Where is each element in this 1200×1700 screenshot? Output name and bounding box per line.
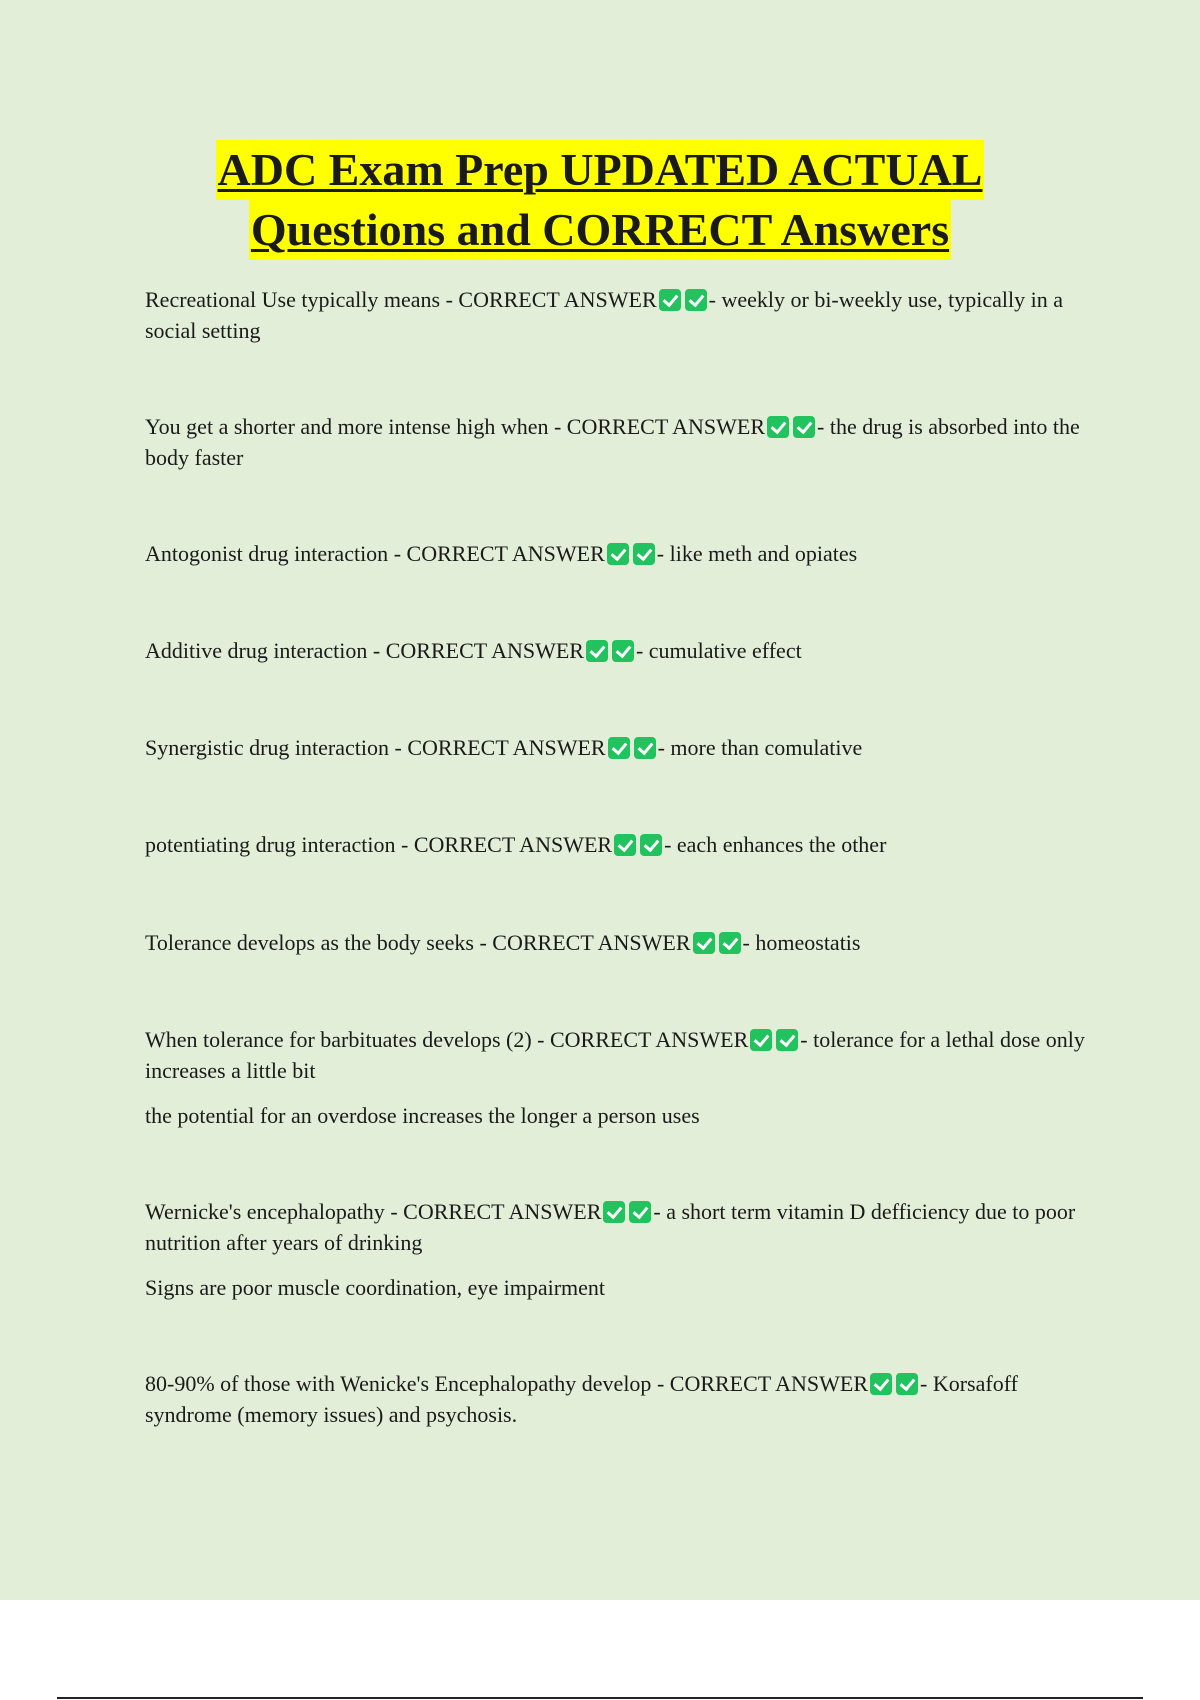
- check-box-icon: [767, 416, 789, 438]
- correct-answer-marker: CORRECT ANSWER: [458, 287, 657, 312]
- qa-item: [145, 411, 1095, 473]
- qa-text: potentiating drug interaction - CORRECT ANSWER - each enhances the other: [145, 832, 887, 857]
- correct-answer-marker: CORRECT ANSWER: [406, 541, 605, 566]
- check-box-icon: [750, 1029, 772, 1051]
- qa-item: [145, 635, 1095, 666]
- qa-list: [145, 284, 1095, 1430]
- check-box-icon: [640, 834, 662, 856]
- answer-text: cumulative effect: [648, 638, 802, 663]
- qa-text: Tolerance develops as the body seeks - CORRECT ANSWER - homeostatis: [145, 930, 861, 955]
- question-text: 80-90% of those with Wenicke's Encephalopathy develop: [145, 1371, 652, 1396]
- qa-item: [145, 284, 1095, 346]
- qa-text: Wernicke's encephalopathy - CORRECT ANSWER - a short term vitamin D defficiency due to poor nutrition after years of drinking: [145, 1199, 1076, 1255]
- title-line-1: ADC Exam Prep UPDATED ACTUAL: [216, 140, 985, 200]
- check-box-icon: [634, 737, 656, 759]
- question-text: potentiating drug interaction: [145, 832, 396, 857]
- qa-item: [145, 1024, 1095, 1131]
- title-line-2: Questions and CORRECT Answers: [249, 200, 951, 260]
- correct-answer-marker: CORRECT ANSWER: [566, 414, 766, 439]
- answer-text: more than comulative: [670, 735, 863, 760]
- check-box-icon: [614, 834, 636, 856]
- check-box-icon: [629, 1201, 651, 1223]
- question-text: Antogonist drug interaction: [145, 541, 389, 566]
- answer-text: homeostatis: [755, 930, 861, 955]
- answer-extra-text: Signs are poor muscle coordination, eye impairment: [145, 1275, 606, 1300]
- qa-text: When tolerance for barbituates develops (2) - CORRECT ANSWER - tolerance for a lethal dose only increases a little bit: [145, 1027, 1085, 1083]
- qa-item: [145, 1196, 1095, 1303]
- check-box-icon: [776, 1029, 798, 1051]
- qa-item: [145, 732, 1095, 763]
- check-box-icon: [633, 543, 655, 565]
- check-box-icon: [603, 1201, 625, 1223]
- qa-item: [145, 927, 1095, 958]
- correct-answer-marker: CORRECT ANSWER: [550, 1027, 749, 1052]
- correct-answer-marker: CORRECT ANSWER: [385, 638, 584, 663]
- check-box-icon: [896, 1373, 918, 1395]
- qa-text: Additive drug interaction - CORRECT ANSWER - cumulative effect: [145, 638, 802, 663]
- qa-text: Antogonist drug interaction - CORRECT ANSWER - like meth and opiates: [145, 541, 858, 566]
- question-text: When tolerance for barbituates develops (2): [145, 1027, 532, 1052]
- check-box-icon: [586, 640, 608, 662]
- check-box-icon: [612, 640, 634, 662]
- qa-item: [145, 829, 1095, 860]
- question-text: Wernicke's encephalopathy: [145, 1199, 385, 1224]
- question-text: Tolerance develops as the body seeks: [145, 930, 474, 955]
- check-box-icon: [719, 932, 741, 954]
- question-text: Additive drug interaction: [145, 638, 368, 663]
- correct-answer-marker: CORRECT ANSWER: [407, 735, 606, 760]
- footer-divider: [57, 1697, 1143, 1699]
- answer-text: each enhances the other: [676, 832, 887, 857]
- qa-item: [145, 1368, 1095, 1430]
- answer-text: like meth and opiates: [669, 541, 858, 566]
- correct-answer-marker: CORRECT ANSWER: [492, 930, 691, 955]
- check-box-icon: [607, 543, 629, 565]
- question-text: Synergistic drug interaction: [145, 735, 389, 760]
- check-box-icon: [685, 289, 707, 311]
- check-box-icon: [870, 1373, 892, 1395]
- qa-text: You get a shorter and more intense high when - CORRECT ANSWER - the drug is absorbed into the body faster: [145, 414, 1080, 470]
- qa-item: [145, 538, 1095, 569]
- correct-answer-marker: CORRECT ANSWER: [669, 1371, 869, 1396]
- answer-extra-text: the potential for an overdose increases the longer a person uses: [145, 1103, 700, 1128]
- qa-text: Synergistic drug interaction - CORRECT ANSWER - more than comulative: [145, 735, 863, 760]
- check-box-icon: [608, 737, 630, 759]
- question-text: Recreational Use typically means: [145, 287, 441, 312]
- qa-text: Recreational Use typically means - CORRECT ANSWER - weekly or bi-weekly use, typically in a social setting: [145, 287, 1063, 343]
- check-box-icon: [793, 416, 815, 438]
- check-box-icon: [693, 932, 715, 954]
- answer-text: tolerance for a lethal dose only increases a little bit: [145, 1027, 1085, 1083]
- answer-text: weekly or bi-weekly use, typically in a social setting: [145, 287, 1063, 343]
- answer-text: the drug is absorbed into the body faster: [145, 414, 1080, 470]
- question-text: You get a shorter and more intense high when: [145, 414, 549, 439]
- correct-answer-marker: CORRECT ANSWER: [413, 832, 613, 857]
- correct-answer-marker: CORRECT ANSWER: [403, 1199, 602, 1224]
- answer-text: a short term vitamin D defficiency due to poor nutrition after years of drinking: [145, 1199, 1076, 1255]
- check-box-icon: [659, 289, 681, 311]
- qa-text: 80-90% of those with Wenicke's Encephalopathy develop - CORRECT ANSWER - Korsafoff syndrome (memory issues) and psychosis.: [145, 1371, 1018, 1427]
- answer-text: Korsafoff syndrome (memory issues) and psychosis.: [145, 1371, 1018, 1427]
- document-title: [0, 140, 1200, 260]
